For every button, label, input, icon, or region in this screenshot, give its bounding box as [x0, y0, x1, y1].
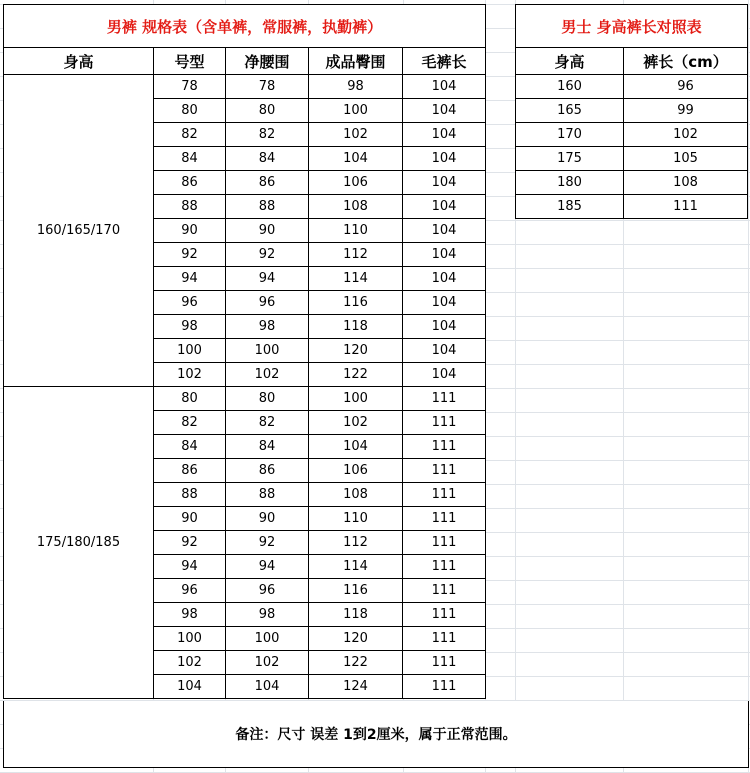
length-cell: 104 — [403, 99, 486, 123]
waist-cell: 98 — [226, 315, 309, 339]
header-size: 号型 — [154, 48, 226, 75]
hip-cell: 102 — [309, 123, 403, 147]
ref-length-cell: 105 — [624, 147, 748, 171]
men-pants-size-table — [3, 4, 486, 699]
length-cell: 111 — [403, 555, 486, 579]
hip-cell: 122 — [309, 363, 403, 387]
hip-cell: 114 — [309, 555, 403, 579]
length-cell: 104 — [403, 171, 486, 195]
hip-cell: 120 — [309, 339, 403, 363]
table-row — [4, 75, 486, 99]
ref-header-length: 裤长（cm） — [624, 48, 748, 75]
hip-cell: 106 — [309, 171, 403, 195]
size-cell: 86 — [154, 171, 226, 195]
size-cell: 80 — [154, 387, 226, 411]
size-cell: 94 — [154, 267, 226, 291]
length-cell: 104 — [403, 195, 486, 219]
hip-cell: 102 — [309, 411, 403, 435]
height-length-reference-table — [515, 4, 748, 219]
length-cell: 104 — [403, 243, 486, 267]
ref-height-cell: 160 — [516, 75, 624, 99]
waist-cell: 84 — [226, 147, 309, 171]
length-cell: 104 — [403, 75, 486, 99]
length-cell: 104 — [403, 363, 486, 387]
ref-header-height: 身高 — [516, 48, 624, 75]
size-cell: 98 — [154, 315, 226, 339]
ref-length-cell: 99 — [624, 99, 748, 123]
reference-header-row — [516, 48, 748, 75]
length-cell: 111 — [403, 387, 486, 411]
length-cell: 111 — [403, 579, 486, 603]
size-cell: 80 — [154, 99, 226, 123]
height-group-cell: 175/180/185 — [4, 387, 154, 699]
size-cell: 82 — [154, 123, 226, 147]
size-cell: 78 — [154, 75, 226, 99]
waist-cell: 88 — [226, 195, 309, 219]
waist-cell: 98 — [226, 603, 309, 627]
hip-cell: 124 — [309, 675, 403, 699]
ref-height-cell: 170 — [516, 123, 624, 147]
size-cell: 96 — [154, 291, 226, 315]
size-cell: 98 — [154, 603, 226, 627]
hip-cell: 112 — [309, 243, 403, 267]
length-cell: 111 — [403, 627, 486, 651]
size-cell: 96 — [154, 579, 226, 603]
hip-cell: 110 — [309, 219, 403, 243]
waist-cell: 100 — [226, 339, 309, 363]
waist-cell: 82 — [226, 411, 309, 435]
size-cell: 100 — [154, 627, 226, 651]
ref-length-cell: 102 — [624, 123, 748, 147]
waist-cell: 86 — [226, 459, 309, 483]
length-cell: 111 — [403, 459, 486, 483]
ref-height-cell: 175 — [516, 147, 624, 171]
table-row — [516, 99, 748, 123]
length-cell: 104 — [403, 339, 486, 363]
hip-cell: 122 — [309, 651, 403, 675]
table-row — [516, 123, 748, 147]
waist-cell: 96 — [226, 291, 309, 315]
hip-cell: 104 — [309, 147, 403, 171]
ref-length-cell: 96 — [624, 75, 748, 99]
waist-cell: 100 — [226, 627, 309, 651]
size-table-header-row — [4, 48, 486, 75]
waist-cell: 90 — [226, 219, 309, 243]
waist-cell: 80 — [226, 387, 309, 411]
hip-cell: 116 — [309, 579, 403, 603]
ref-height-cell: 185 — [516, 195, 624, 219]
hip-cell: 106 — [309, 459, 403, 483]
size-cell: 102 — [154, 651, 226, 675]
table-row — [516, 195, 748, 219]
size-cell: 88 — [154, 483, 226, 507]
header-length: 毛裤长 — [403, 48, 486, 75]
length-cell: 104 — [403, 267, 486, 291]
length-cell: 111 — [403, 651, 486, 675]
size-cell: 102 — [154, 363, 226, 387]
size-cell: 84 — [154, 147, 226, 171]
ref-height-cell: 165 — [516, 99, 624, 123]
hip-cell: 98 — [309, 75, 403, 99]
reference-table-title: 男士 身高裤长对照表 — [516, 5, 748, 48]
size-cell: 88 — [154, 195, 226, 219]
hip-cell: 120 — [309, 627, 403, 651]
waist-cell: 84 — [226, 435, 309, 459]
length-cell: 111 — [403, 483, 486, 507]
waist-cell: 78 — [226, 75, 309, 99]
height-group-cell: 160/165/170 — [4, 75, 154, 387]
length-cell: 111 — [403, 531, 486, 555]
hip-cell: 116 — [309, 291, 403, 315]
header-hip: 成品臀围 — [309, 48, 403, 75]
waist-cell: 96 — [226, 579, 309, 603]
size-cell: 94 — [154, 555, 226, 579]
ref-height-cell: 180 — [516, 171, 624, 195]
hip-cell: 108 — [309, 195, 403, 219]
size-cell: 84 — [154, 435, 226, 459]
header-waist: 净腰围 — [226, 48, 309, 75]
size-cell: 82 — [154, 411, 226, 435]
length-cell: 104 — [403, 291, 486, 315]
size-cell: 90 — [154, 219, 226, 243]
length-cell: 111 — [403, 435, 486, 459]
waist-cell: 102 — [226, 363, 309, 387]
header-height: 身高 — [4, 48, 154, 75]
waist-cell: 104 — [226, 675, 309, 699]
waist-cell: 88 — [226, 483, 309, 507]
size-cell: 90 — [154, 507, 226, 531]
length-cell: 111 — [403, 411, 486, 435]
waist-cell: 82 — [226, 123, 309, 147]
waist-cell: 94 — [226, 267, 309, 291]
waist-cell: 102 — [226, 651, 309, 675]
size-cell: 86 — [154, 459, 226, 483]
hip-cell: 108 — [309, 483, 403, 507]
waist-cell: 90 — [226, 507, 309, 531]
hip-cell: 100 — [309, 387, 403, 411]
waist-cell: 80 — [226, 99, 309, 123]
tolerance-note: 备注：尺寸 误差 1到2厘米，属于正常范围。 — [3, 701, 749, 768]
hip-cell: 112 — [309, 531, 403, 555]
length-cell: 104 — [403, 147, 486, 171]
table-row — [516, 147, 748, 171]
waist-cell: 92 — [226, 531, 309, 555]
ref-length-cell: 108 — [624, 171, 748, 195]
waist-cell: 92 — [226, 243, 309, 267]
hip-cell: 110 — [309, 507, 403, 531]
size-cell: 92 — [154, 243, 226, 267]
waist-cell: 86 — [226, 171, 309, 195]
hip-cell: 118 — [309, 315, 403, 339]
length-cell: 104 — [403, 315, 486, 339]
hip-cell: 118 — [309, 603, 403, 627]
size-table-title: 男裤 规格表（含单裤，常服裤，执勤裤） — [4, 5, 486, 48]
length-cell: 111 — [403, 507, 486, 531]
size-cell: 92 — [154, 531, 226, 555]
hip-cell: 100 — [309, 99, 403, 123]
size-cell: 100 — [154, 339, 226, 363]
length-cell: 104 — [403, 123, 486, 147]
table-row — [516, 171, 748, 195]
waist-cell: 94 — [226, 555, 309, 579]
hip-cell: 114 — [309, 267, 403, 291]
length-cell: 104 — [403, 219, 486, 243]
hip-cell: 104 — [309, 435, 403, 459]
ref-length-cell: 111 — [624, 195, 748, 219]
size-cell: 104 — [154, 675, 226, 699]
length-cell: 111 — [403, 675, 486, 699]
length-cell: 111 — [403, 603, 486, 627]
table-row — [4, 387, 486, 411]
table-row — [516, 75, 748, 99]
